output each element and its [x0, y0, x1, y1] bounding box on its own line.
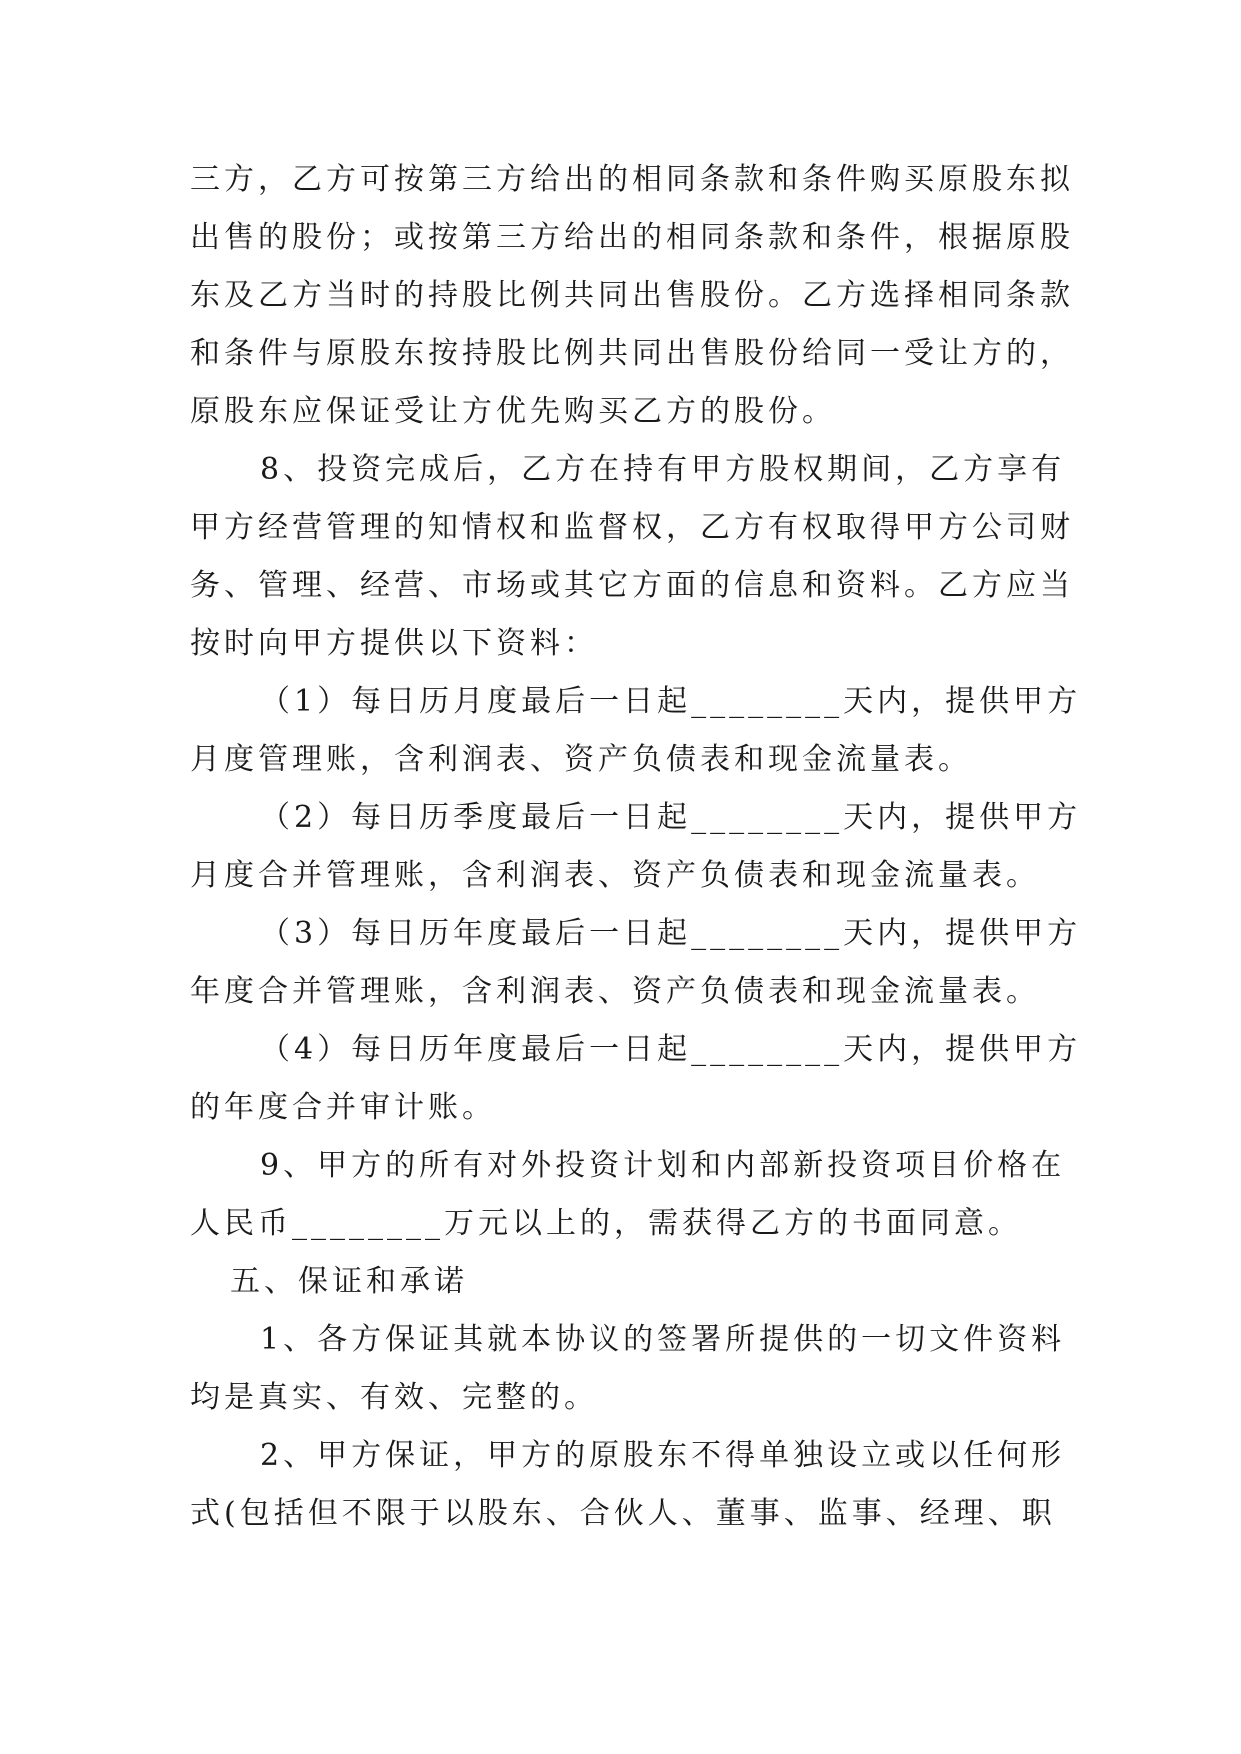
item-2-line: （2）每日历季度最后一日起________天内，提供甲方 — [260, 800, 1082, 835]
paragraph-line: 年度合并管理账，含利润表、资产负债表和现金流量表。 — [190, 974, 1040, 1009]
paragraph-line: 务、管理、经营、市场或其它方面的信息和资料。乙方应当 — [190, 568, 1074, 603]
paragraph-line: 月度合并管理账，含利润表、资产负债表和现金流量表。 — [190, 858, 1040, 893]
item-3-line: （3）每日历年度最后一日起________天内，提供甲方 — [260, 916, 1082, 951]
warranty-2-line: 2、甲方保证，甲方的原股东不得单独设立或以任何形 — [260, 1438, 1066, 1473]
paragraph-line: 人民币________万元以上的，需获得乙方的书面同意。 — [190, 1206, 1022, 1241]
paragraph-line: 式(包括但不限于以股东、合伙人、董事、监事、经理、职 — [190, 1496, 1056, 1531]
paragraph-line: 三方，乙方可按第三方给出的相同条款和条件购买原股东拟 — [190, 162, 1074, 197]
paragraph-line: 的年度合并审计账。 — [190, 1090, 496, 1125]
paragraph-line: 均是真实、有效、完整的。 — [190, 1380, 598, 1415]
paragraph-line: 原股东应保证受让方优先购买乙方的股份。 — [190, 394, 836, 429]
paragraph-line: 东及乙方当时的持股比例共同出售股份。乙方选择相同条款 — [190, 278, 1074, 313]
clause-8-line: 8、投资完成后，乙方在持有甲方股权期间，乙方享有 — [260, 452, 1066, 487]
section-heading: 五、保证和承诺 — [230, 1264, 468, 1299]
paragraph-line: 月度管理账，含利润表、资产负债表和现金流量表。 — [190, 742, 972, 777]
paragraph-line: 按时向甲方提供以下资料： — [190, 626, 598, 661]
paragraph-line: 甲方经营管理的知情权和监督权，乙方有权取得甲方公司财 — [190, 510, 1074, 545]
item-1-line: （1）每日历月度最后一日起________天内，提供甲方 — [260, 684, 1082, 719]
warranty-1-line: 1、各方保证其就本协议的签署所提供的一切文件资料 — [260, 1322, 1066, 1357]
paragraph-line: 出售的股份；或按第三方给出的相同条款和条件，根据原股 — [190, 220, 1074, 255]
clause-9-line: 9、甲方的所有对外投资计划和内部新投资项目价格在 — [260, 1148, 1066, 1183]
item-4-line: （4）每日历年度最后一日起________天内，提供甲方 — [260, 1032, 1082, 1067]
paragraph-line: 和条件与原股东按持股比例共同出售股份给同一受让方的， — [190, 336, 1074, 371]
